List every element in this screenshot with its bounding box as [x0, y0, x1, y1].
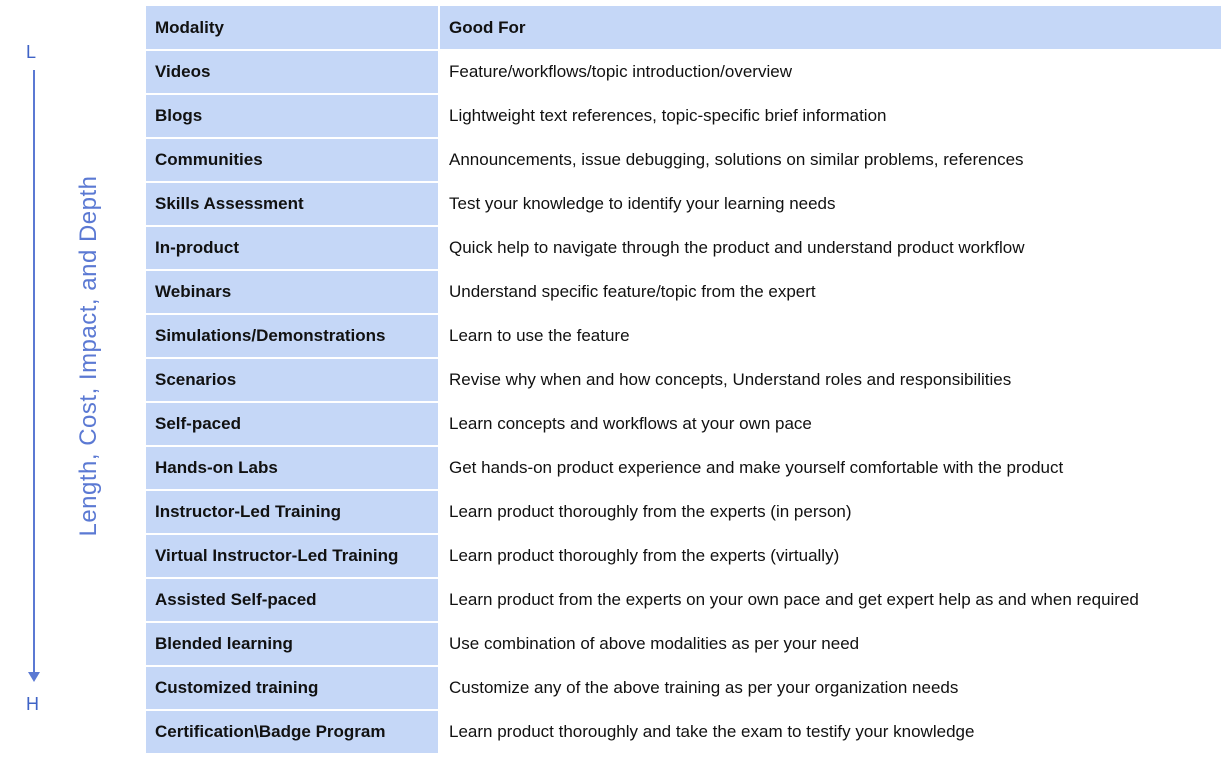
table-row [146, 50, 1221, 94]
modality-cell: Blended learning [146, 622, 439, 666]
table-row [146, 446, 1221, 490]
modality-cell: Blogs [146, 94, 439, 138]
table-row [146, 270, 1221, 314]
table-row [146, 182, 1221, 226]
modality-cell: Certification\Badge Program [146, 710, 439, 754]
modality-cell: Skills Assessment [146, 182, 439, 226]
good-for-cell: Get hands-on product experience and make yourself comfortable with the product [439, 446, 1221, 490]
axis-arrow-down-icon [28, 672, 40, 682]
table-row [146, 710, 1221, 754]
table-row [146, 358, 1221, 402]
table-body [146, 50, 1221, 754]
axis-high-label: H [26, 694, 39, 714]
modality-cell: Hands-on Labs [146, 446, 439, 490]
modality-cell: In-product [146, 226, 439, 270]
table-row [146, 226, 1221, 270]
good-for-cell: Learn product from the experts on your own pace and get expert help as and when required [439, 578, 1221, 622]
table-header-row [146, 6, 1221, 50]
modality-table-container [146, 6, 1221, 755]
table-row [146, 138, 1221, 182]
scale-axis [0, 0, 140, 763]
modality-cell: Scenarios [146, 358, 439, 402]
good-for-cell: Understand specific feature/topic from the expert [439, 270, 1221, 314]
table-row [146, 666, 1221, 710]
good-for-cell: Lightweight text references, topic-specific brief information [439, 94, 1221, 138]
good-for-cell: Feature/workflows/topic introduction/overview [439, 50, 1221, 94]
axis-title: Length, Cost, Impact, and Depth [75, 175, 102, 537]
table-row [146, 534, 1221, 578]
modality-cell: Videos [146, 50, 439, 94]
column-header-modality: Modality [146, 6, 439, 50]
good-for-cell: Learn product thoroughly and take the exam to testify your knowledge [439, 710, 1221, 754]
table-row [146, 402, 1221, 446]
modality-cell: Webinars [146, 270, 439, 314]
good-for-cell: Customize any of the above training as per your organization needs [439, 666, 1221, 710]
good-for-cell: Learn concepts and workflows at your own pace [439, 402, 1221, 446]
modality-cell: Self-paced [146, 402, 439, 446]
axis-low-label: L [26, 42, 37, 62]
good-for-cell: Quick help to navigate through the product and understand product workflow [439, 226, 1221, 270]
axis-line [33, 70, 35, 673]
modality-cell: Communities [146, 138, 439, 182]
good-for-cell: Learn product thoroughly from the experts (in person) [439, 490, 1221, 534]
modality-cell: Virtual Instructor-Led Training [146, 534, 439, 578]
good-for-cell: Learn product thoroughly from the experts (virtually) [439, 534, 1221, 578]
column-header-good-for: Good For [439, 6, 1221, 50]
good-for-cell: Announcements, issue debugging, solutions on similar problems, references [439, 138, 1221, 182]
modality-cell: Assisted Self-paced [146, 578, 439, 622]
good-for-cell: Test your knowledge to identify your learning needs [439, 182, 1221, 226]
table-row [146, 578, 1221, 622]
modality-table [146, 6, 1221, 755]
table-row [146, 622, 1221, 666]
good-for-cell: Use combination of above modalities as per your need [439, 622, 1221, 666]
modality-cell: Simulations/Demonstrations [146, 314, 439, 358]
modality-cell: Customized training [146, 666, 439, 710]
modality-cell: Instructor-Led Training [146, 490, 439, 534]
table-row [146, 490, 1221, 534]
table-row [146, 94, 1221, 138]
good-for-cell: Revise why when and how concepts, Understand roles and responsibilities [439, 358, 1221, 402]
table-row [146, 314, 1221, 358]
good-for-cell: Learn to use the feature [439, 314, 1221, 358]
